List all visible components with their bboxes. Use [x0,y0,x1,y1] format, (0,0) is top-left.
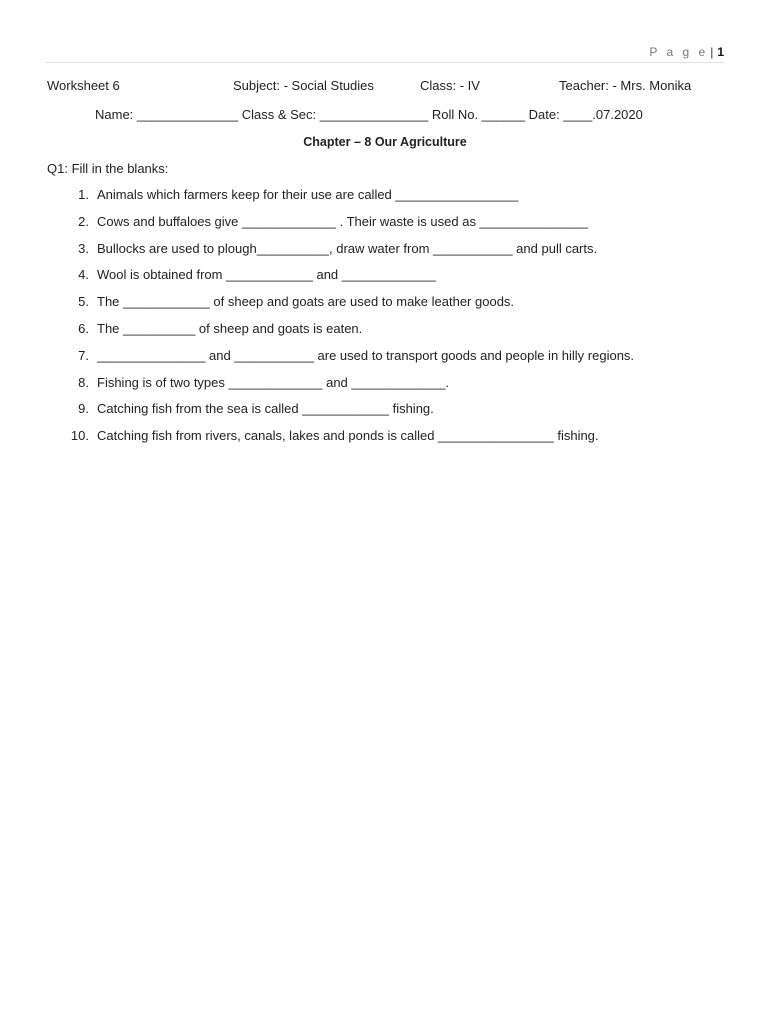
worksheet-label: Worksheet 6 [47,78,120,93]
page-separator: | [710,45,714,59]
item-number: 9. [78,401,89,417]
item-text: The __________ of sheep and goats is eaten. [97,320,363,336]
item-number: 5. [78,294,89,310]
worksheet-meta-row [0,78,770,96]
item-text: Bullocks are used to plough__________, draw water from ___________ and pull carts. [97,240,598,256]
student-details-line: Name: ______________ Class & Sec: _______________ Roll No. ______ Date: ____.07.2020 [95,107,643,122]
item-number: 2. [78,213,89,229]
list-item [60,267,634,294]
item-text: Wool is obtained from ____________ and _____________ [97,267,436,283]
chapter-title: Chapter – 8 Our Agriculture [303,135,467,149]
list-item [60,187,634,214]
list-item [60,241,634,268]
list-item [60,428,634,455]
item-number: 3. [78,240,89,256]
list-item [60,214,634,241]
question-heading: Q1: Fill in the blanks: [47,161,169,176]
list-item [60,401,634,428]
list-item [60,348,634,375]
item-text: Cows and buffaloes give _____________ . Their waste is used as _______________ [97,213,589,229]
item-text: _______________ and ___________ are used to transport goods and people in hilly regions. [97,347,635,363]
page-number: 1 [717,45,724,59]
item-number: 7. [78,347,89,363]
item-number: 10. [70,428,89,444]
page-number-header [649,45,724,59]
item-number: 1. [78,187,89,202]
item-text: Catching fish from the sea is called ____________ fishing. [97,401,434,417]
item-number: 8. [78,374,89,390]
item-number: 6. [78,320,89,336]
page-label: P a g e [649,45,709,59]
item-text: The ____________ of sheep and goats are used to make leather goods. [97,294,515,310]
list-item [60,321,634,348]
subject-label: Subject: - Social Studies [233,78,374,93]
list-item [60,294,634,321]
item-text: Catching fish from rivers, canals, lakes and ponds is called ________________ fishing. [97,428,599,444]
item-text: Fishing is of two types _____________ and _____________. [97,374,450,390]
item-text: Animals which farmers keep for their use are called _________________ [97,187,519,202]
item-number: 4. [78,267,89,283]
teacher-label: Teacher: - Mrs. Monika [559,78,692,93]
fill-in-blanks-list [60,187,634,455]
header-rule [46,62,724,63]
list-item [60,375,634,402]
class-label: Class: - IV [420,78,480,93]
